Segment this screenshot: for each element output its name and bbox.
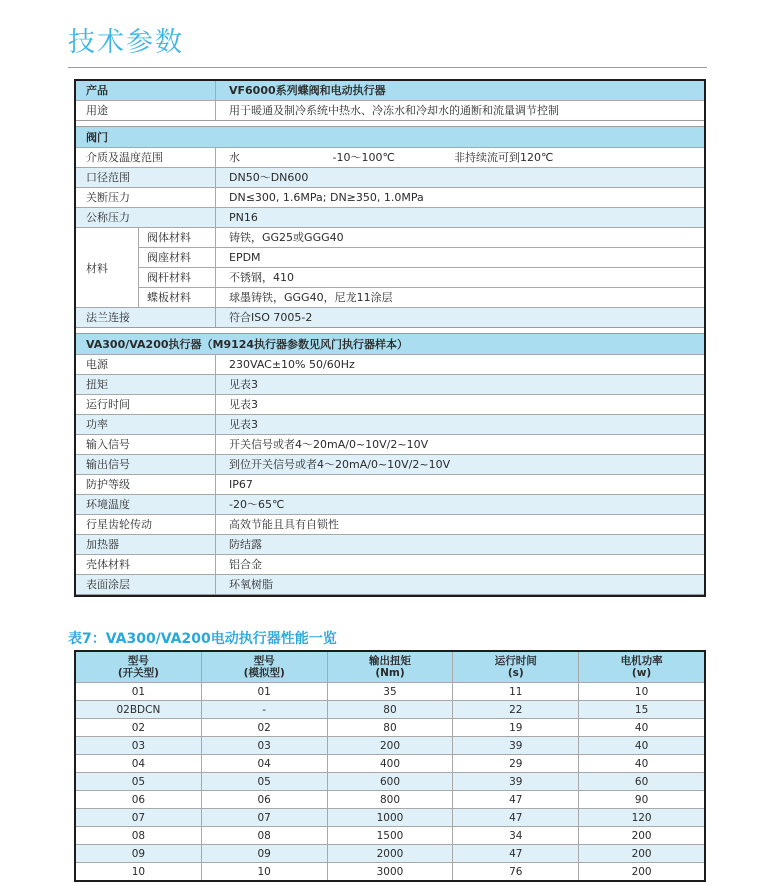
table7-cell: 08	[201, 827, 327, 844]
spec-value: 符合ISO 7005-2	[229, 311, 313, 324]
spec-value: IP67	[229, 478, 253, 491]
spec-label: 公称压力	[76, 208, 216, 227]
material-group-label: 材料	[76, 228, 139, 307]
material-group	[76, 227, 704, 307]
spec-row-medium	[76, 147, 704, 167]
table7-cell: 15	[578, 701, 704, 718]
material-value: EPDM	[229, 251, 261, 264]
table7-row	[76, 700, 704, 718]
spec-label: 介质及温度范围	[76, 148, 216, 167]
table7-cell: 10	[201, 863, 327, 880]
spec-row	[76, 474, 704, 494]
table7-cell: 03	[201, 737, 327, 754]
table7-cell: 09	[131, 847, 146, 860]
material-rows	[139, 228, 704, 307]
table7-cell: 200	[327, 737, 453, 754]
table7-body	[76, 682, 704, 880]
table7-cell: 06	[131, 793, 146, 806]
table7-col-model-analog	[201, 652, 327, 682]
section-header-actuator: VA300/VA200执行器（M9124执行器参数见风门执行器样本）	[76, 334, 704, 354]
spec-value: 高效节能且具有自锁性	[229, 518, 339, 531]
spec-label: 加热器	[76, 535, 216, 554]
spec-label: 输入信号	[76, 435, 216, 454]
table7-row	[76, 754, 704, 772]
table7-cell: 1000	[327, 809, 453, 826]
table7-cell: 11	[452, 683, 578, 700]
table7-cell: 02BDCN	[116, 703, 161, 716]
spec-label: 扭矩	[76, 375, 216, 394]
table7-row	[76, 682, 704, 700]
spec-row	[76, 554, 704, 574]
col-line1: 输出扭矩	[368, 655, 411, 667]
table7-row	[76, 772, 704, 790]
table7-row	[76, 718, 704, 736]
table7-cell: 34	[452, 827, 578, 844]
col-line2: (s)	[507, 667, 524, 679]
table7-col-model-switch	[76, 652, 201, 682]
table7-cell: 02	[201, 719, 327, 736]
col-line2: (模拟型)	[243, 667, 285, 679]
spec-label: 法兰连接	[76, 308, 216, 327]
medium-name: 水	[229, 151, 240, 164]
spec-row-product	[76, 81, 704, 100]
material-value: 不锈钢，410	[229, 271, 294, 284]
title-divider	[68, 67, 707, 68]
table7-cell: 76	[452, 863, 578, 880]
spec-label: 行星齿轮传动	[76, 515, 216, 534]
actuator-rows	[76, 354, 704, 594]
table7-row	[76, 790, 704, 808]
spec-label: 产品	[76, 81, 216, 100]
table7-title: 表7：VA300/VA200电动执行器性能一览	[68, 631, 337, 647]
table7-col-runtime	[452, 652, 578, 682]
spec-row	[76, 434, 704, 454]
spec-value: 到位开关信号或者4～20mA/0~10V/2~10V	[229, 458, 451, 471]
spec-value: DN≤300, 1.6MPa; DN≥350, 1.0MPa	[229, 191, 424, 204]
table7-cell: 03	[131, 739, 146, 752]
table7-cell: 10	[578, 683, 704, 700]
table7-cell: 22	[452, 701, 578, 718]
material-value: 球墨铸铁，GGG40，尼龙11涂层	[229, 291, 393, 304]
table7-cell: 08	[131, 829, 146, 842]
spec-label: 表面涂层	[76, 575, 216, 594]
table7-cell: 07	[201, 809, 327, 826]
table7-cell: 09	[201, 845, 327, 862]
spec-value: 见表3	[229, 398, 258, 411]
spec-value: PN16	[229, 211, 258, 224]
spec-row-nominal-pressure	[76, 207, 704, 227]
material-sublabel: 阀座材料	[139, 248, 216, 267]
spec-row	[76, 374, 704, 394]
table7-cell: 800	[327, 791, 453, 808]
table7-cell: 19	[452, 719, 578, 736]
spec-row	[76, 494, 704, 514]
medium-temp-note: 非持续流可到120℃	[454, 151, 554, 164]
material-row-body	[139, 228, 704, 247]
spec-value: 见表3	[229, 378, 258, 391]
col-line1: 型号	[127, 655, 149, 667]
table7-cell: 05	[131, 775, 146, 788]
spec-value: -20～65℃	[229, 498, 285, 511]
col-line2: (Nm)	[375, 667, 405, 679]
spec-row	[76, 354, 704, 374]
material-row-disc	[139, 287, 704, 307]
material-value: 铸铁，GG25或GGG40	[229, 231, 344, 244]
table7-cell: 01	[131, 685, 146, 698]
table7-cell: 120	[578, 809, 704, 826]
spec-label: 关断压力	[76, 188, 216, 207]
material-sublabel: 阀体材料	[139, 228, 216, 247]
spec-row-flange	[76, 307, 704, 327]
table7-cell: 200	[578, 827, 704, 844]
table7-cell: 04	[201, 755, 327, 772]
table7-cell: 04	[131, 757, 146, 770]
spec-row	[76, 574, 704, 594]
spec-row	[76, 394, 704, 414]
spec-value	[216, 148, 704, 167]
material-row-seat	[139, 247, 704, 267]
spec-label: 环境温度	[76, 495, 216, 514]
material-row-stem	[139, 267, 704, 287]
col-line2: (w)	[631, 667, 652, 679]
spec-value: 铝合金	[229, 558, 262, 571]
section-header-valve: 阀门	[76, 127, 704, 147]
material-sublabel: 蝶板材料	[139, 288, 216, 307]
table7-row	[76, 808, 704, 826]
spec-label: 用途	[76, 101, 216, 120]
table7-cell: 47	[452, 791, 578, 808]
spec-label: 电源	[76, 355, 216, 374]
spec-row	[76, 414, 704, 434]
table7	[74, 650, 706, 882]
col-line1: 型号	[253, 655, 275, 667]
spec-block-product	[76, 81, 704, 121]
table7-cell: 47	[452, 809, 578, 826]
table7-cell: 600	[327, 773, 453, 790]
col-line2: (开关型)	[117, 667, 159, 679]
spec-value: 230VAC±10% 50/60Hz	[229, 358, 355, 371]
table7-cell: 1500	[327, 827, 453, 844]
spec-row	[76, 534, 704, 554]
table7-row	[76, 844, 704, 862]
spec-label: 功率	[76, 415, 216, 434]
spec-row-usage	[76, 100, 704, 120]
table7-cell: 200	[578, 845, 704, 862]
table7-row	[76, 862, 704, 880]
table7-cell: 200	[578, 863, 704, 880]
spec-value: VF6000系列蝶阀和电动执行器	[229, 84, 386, 97]
material-sublabel: 阀杆材料	[139, 268, 216, 287]
spec-label: 输出信号	[76, 455, 216, 474]
table7-cell: 80	[327, 701, 453, 718]
medium-temp-range: -10～100℃	[332, 151, 395, 164]
table7-cell: 39	[452, 773, 578, 790]
table7-header-row	[76, 652, 704, 682]
table7-cell: 47	[452, 845, 578, 862]
spec-table	[74, 79, 706, 597]
spec-label: 口径范围	[76, 168, 216, 187]
table7-cell: 39	[452, 737, 578, 754]
table7-cell: 3000	[327, 863, 453, 880]
spec-row-diameter	[76, 167, 704, 187]
col-line1: 运行时间	[494, 655, 537, 667]
spec-value: 开关信号或者4～20mA/0~10V/2~10V	[229, 438, 429, 451]
table7-cell: 2000	[327, 845, 453, 862]
table7-cell: 06	[201, 791, 327, 808]
spec-row	[76, 514, 704, 534]
spec-value: 用于暖通及制冷系统中热水、冷冻水和冷却水的通断和流量调节控制	[229, 104, 559, 117]
spec-row-shutoff-pressure	[76, 187, 704, 207]
page-title: 技术参数	[68, 27, 184, 58]
spec-value: DN50～DN600	[229, 171, 309, 184]
table7-cell: 400	[327, 755, 453, 772]
table7-cell: -	[201, 701, 327, 718]
table7-row	[76, 736, 704, 754]
table7-cell: 40	[578, 719, 704, 736]
table7-cell: 80	[327, 719, 453, 736]
spec-label: 壳体材料	[76, 555, 216, 574]
col-line1: 电机功率	[620, 655, 663, 667]
spec-label: 运行时间	[76, 395, 216, 414]
table7-cell: 29	[452, 755, 578, 772]
table7-cell: 35	[327, 683, 453, 700]
table7-cell: 10	[131, 865, 146, 878]
spec-label: 防护等级	[76, 475, 216, 494]
table7-row	[76, 826, 704, 844]
table7-cell: 05	[201, 773, 327, 790]
table7-cell: 07	[131, 811, 146, 824]
spec-row	[76, 454, 704, 474]
spec-block-actuator	[76, 333, 704, 595]
table7-cell: 90	[578, 791, 704, 808]
table7-cell: 01	[201, 683, 327, 700]
spec-block-valve	[76, 126, 704, 328]
table7-cell: 02	[131, 721, 146, 734]
table7-cell: 40	[578, 755, 704, 772]
spec-value: 防结露	[229, 538, 262, 551]
table7-cell: 60	[578, 773, 704, 790]
table7-col-torque	[327, 652, 453, 682]
table7-cell: 40	[578, 737, 704, 754]
table7-col-motor-power	[578, 652, 704, 682]
spec-value: 环氧树脂	[229, 578, 273, 591]
spec-value: 见表3	[229, 418, 258, 431]
